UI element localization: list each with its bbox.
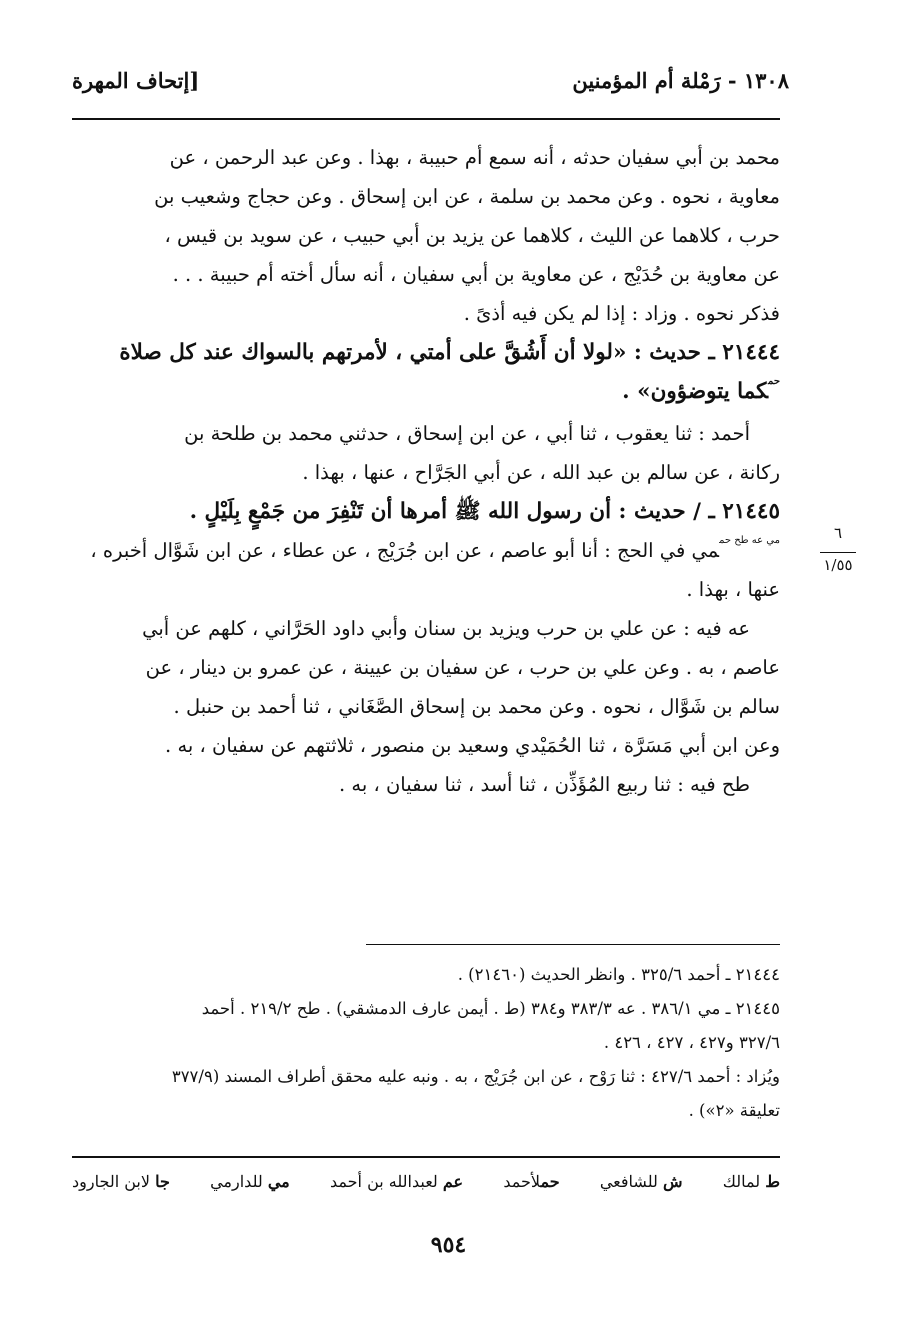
text-line: معاوية ، نحوه . وعن محمد بن سلمة ، عن ابن إسحاق . وعن حجاج وشعيب بن bbox=[154, 185, 780, 208]
footnote-line: ٢١٤٤٤ ـ أحمد ٣٢٥/٦ . وانظر الحديث (٢١٤٦٠) . bbox=[457, 965, 780, 984]
footnote-rule bbox=[366, 944, 780, 945]
legend-item: ط لمالك bbox=[722, 1172, 780, 1191]
legend-item: ش للشافعي bbox=[599, 1172, 683, 1191]
text-line: أحمد : ثنا يعقوب ، ثنا أبي ، عن ابن إسحاق ، حدثني محمد بن طلحة بن bbox=[184, 422, 750, 445]
main-text bbox=[72, 138, 780, 804]
source-siglum: مي عه طح حم bbox=[719, 535, 780, 546]
margin-rule bbox=[820, 552, 856, 553]
sigla-legend bbox=[72, 1172, 780, 1191]
text-line: طح فيه : ثنا ربيع المُؤَذِّن ، ثنا أسد ، ثنا سفيان ، به . bbox=[339, 773, 750, 796]
footnotes bbox=[72, 958, 780, 1128]
text-line: وعن ابن أبي مَسَرَّة ، ثنا الحُمَيْدي وسعيد بن منصور ، ثلاثتهم عن سفيان ، به . bbox=[165, 734, 780, 757]
legend-item: عم لعبدالله بن أحمد bbox=[330, 1172, 464, 1191]
legend-item: حملأحمد bbox=[503, 1172, 560, 1191]
footnote-line: ٣٢٧/٦ و٤٢٧ ، ٤٢٧ ، ٤٢٦ . bbox=[603, 1033, 780, 1052]
text-line: عه فيه : عن علي بن حرب ويزيد بن سنان وأبي داود الحَرَّاني ، كلهم عن أبي bbox=[142, 617, 750, 640]
footnote-line: تعليقة «٢») . bbox=[688, 1101, 780, 1120]
margin-volume-number: ٦ bbox=[833, 524, 843, 542]
running-header-book: [إتحاف المهرة bbox=[72, 68, 200, 93]
text-line: ركانة ، عن سالم بن عبد الله ، عن أبي الجَرَّاح ، عنها ، بهذا . bbox=[302, 461, 780, 484]
legend-rule bbox=[72, 1156, 780, 1158]
page-number: ٩٥٤ bbox=[430, 1232, 467, 1258]
running-header-title: ١٣٠٨ - رَمْلة أم المؤمنين bbox=[572, 68, 789, 93]
text-line: حرب ، كلاهما عن الليث ، كلاهما عن يزيد بن أبي حبيب ، عن سويد بن قيس ، bbox=[164, 224, 780, 247]
source-siglum: حم bbox=[768, 376, 780, 387]
hadith-heading-21444: ٢١٤٤٤ ـ حديث : «لولا أن أَشُقَّ على أمتي ، لأمرتهم بالسواك عند كل صلاة bbox=[119, 340, 780, 365]
text-line: عنها ، بهذا . bbox=[686, 578, 780, 601]
legend-item: جا لابن الجارود bbox=[72, 1172, 170, 1191]
hadith-heading-21444-cont: $^{حم}$كما يتوضؤون» . bbox=[622, 376, 780, 404]
text-line: سالم بن شَوَّال ، نحوه . وعن محمد بن إسحاق الصَّغَاني ، ثنا أحمد بن حنبل . bbox=[173, 695, 780, 718]
footnote-line: ويُزاد : أحمد ٤٢٧/٦ : ثنا رَوْح ، عن ابن جُرَيْج ، به . ونبه عليه محقق أطراف المسند (٣٧٧/٩ bbox=[171, 1067, 780, 1086]
text-line: عن معاوية بن حُدَيْج ، عن معاوية بن أبي سفيان ، أنه سأل أخته أم حبيبة . . . bbox=[172, 263, 780, 286]
text-line: فذكر نحوه . وزاد : إذا لم يكن فيه أذىً . bbox=[463, 302, 780, 325]
text-line: محمد بن أبي سفيان حدثه ، أنه سمع أم حبيبة ، بهذا . وعن عبد الرحمن ، عن bbox=[169, 146, 780, 169]
legend-item: مي للدارمي bbox=[210, 1172, 290, 1191]
margin-page-ref: ١/٥٥ bbox=[823, 556, 853, 574]
footnote-line: ٢١٤٤٥ ـ مي ٣٨٦/١ . عه ٣٨٣/٣ و٣٨٤ (ط . أيمن عارف الدمشقي) . طح ٢١٩/٢ . أحمد bbox=[201, 999, 780, 1018]
text-line: $^{مي عه طح حم}$مي في الحج : أنا أبو عاصم ، عن ابن جُرَيْج ، عن عطاء ، عن ابن شَوَّال أخبره ، bbox=[90, 535, 780, 562]
header-rule bbox=[72, 118, 780, 120]
text-line: عاصم ، به . وعن علي بن حرب ، عن سفيان بن عيينة ، عن عمرو بن دينار ، عن bbox=[145, 656, 780, 679]
hadith-heading-21445: ٢١٤٤٥ ـ / حديث : أن رسول الله ﷺ أمرها أن تَنْفِرَ من جَمْعٍ بِلَيْلٍ . bbox=[189, 499, 780, 524]
